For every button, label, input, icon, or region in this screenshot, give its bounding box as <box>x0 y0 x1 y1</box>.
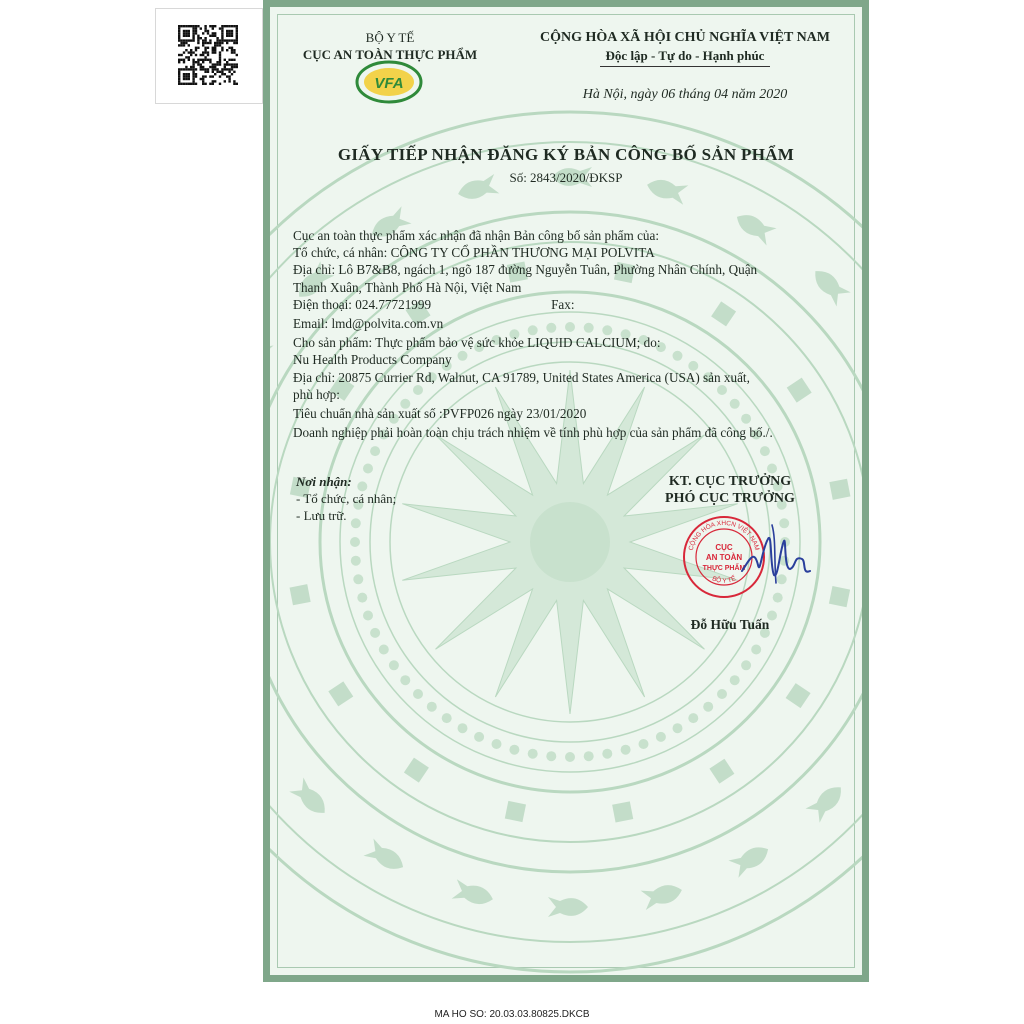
phone: Điện thoại: 024.77721999 <box>293 296 432 312</box>
recipients <box>296 473 396 524</box>
email: Email: lmd@polvita.com.vn <box>293 316 444 332</box>
handwritten-signature-icon <box>732 519 822 589</box>
ministry-header <box>270 29 510 63</box>
product: Cho sản phẩm: Thực phẩm bảo vệ sức khỏe LIQUID CALCIUM; do: <box>293 335 661 351</box>
org-address-line2: Thanh Xuân, Thành Phố Hà Nội, Việt Nam <box>293 279 522 295</box>
national-motto: Độc lập - Tự do - Hạnh phúc <box>605 48 765 63</box>
signature-block <box>630 473 830 507</box>
svg-text:BỘ Y TẾ: BỘ Y TẾ <box>710 575 738 585</box>
svg-text:VFA: VFA <box>374 75 404 92</box>
recipient-item: - Tổ chức, cá nhân; <box>296 491 397 506</box>
org-address-line1: Địa chỉ: Lô B7&B8, ngách 1, ngõ 187 đường Nguyễn Tuân, Phường Nhân Chính, Quận <box>293 262 758 278</box>
ministry-name: BỘ Y TẾ <box>365 30 415 45</box>
file-code: MA HO SO: 20.03.03.80825.DKCB <box>434 1009 590 1020</box>
svg-text:THỰC PHẨM: THỰC PHẨM <box>702 565 746 572</box>
republic-name: CỘNG HÒA XÃ HỘI CHỦ NGHĨA VIỆT NAM <box>539 30 830 45</box>
signer-position: PHÓ CỤC TRƯỞNG <box>665 491 795 506</box>
standard: Tiêu chuẩn nhà sản xuất số :PVFP026 ngày 23/01/2020 <box>293 406 587 422</box>
department-name: CỤC AN TOÀN THỰC PHẨM <box>302 47 478 62</box>
issue-date: Hà Nội, ngày 06 tháng 04 năm 2020 <box>582 87 788 102</box>
fax: Fax: <box>551 296 575 312</box>
responsibility: Doanh nghiệp phải hoàn toàn chịu trách nhiệm về tính phù hợp của sản phẩm đã công bố./. <box>293 425 773 441</box>
contact-row <box>293 296 853 313</box>
manufacturer-address-line1: Địa chỉ: 20875 Currier Rd, Walnut, CA 91789, United States America (USA) sản xuất, <box>293 369 750 385</box>
document-number: Số: 2843/2020/ĐKSP <box>509 170 623 185</box>
signer-title: KT. CỤC TRƯỞNG <box>668 474 792 489</box>
republic-header <box>510 29 860 67</box>
certificate-body <box>293 227 853 441</box>
vfa-logo-icon <box>354 59 424 105</box>
recipients-heading: Nơi nhận: <box>296 474 352 489</box>
qr-code-icon <box>178 25 238 85</box>
document-title: GIẤY TIẾP NHẬN ĐĂNG KÝ BẢN CÔNG BỐ SẢN PHẨM <box>337 145 795 164</box>
confirm-text: Cục an toàn thực phẩm xác nhận đã nhận Bản công bố sản phẩm của: <box>293 228 660 243</box>
signer-name: Đỗ Hữu Tuấn <box>690 617 770 632</box>
certificate <box>263 0 869 982</box>
qr-code <box>155 8 263 104</box>
manufacturer: Nu Health Products Company <box>293 352 452 368</box>
recipient-item: - Lưu trữ. <box>296 508 347 523</box>
svg-text:CỘNG HÒA XHCN VIỆT NAM: CỘNG HÒA XHCN VIỆT NAM <box>687 519 761 552</box>
motto-underline <box>600 66 770 67</box>
organization: Tổ chức, cá nhân: CÔNG TY CỔ PHẦN THƯƠNG MẠI POLVITA <box>293 245 655 261</box>
manufacturer-address-line2: phù hợp: <box>293 386 340 402</box>
svg-text:CỤC: CỤC <box>715 543 733 552</box>
svg-text:AN TOÀN: AN TOÀN <box>705 553 743 562</box>
